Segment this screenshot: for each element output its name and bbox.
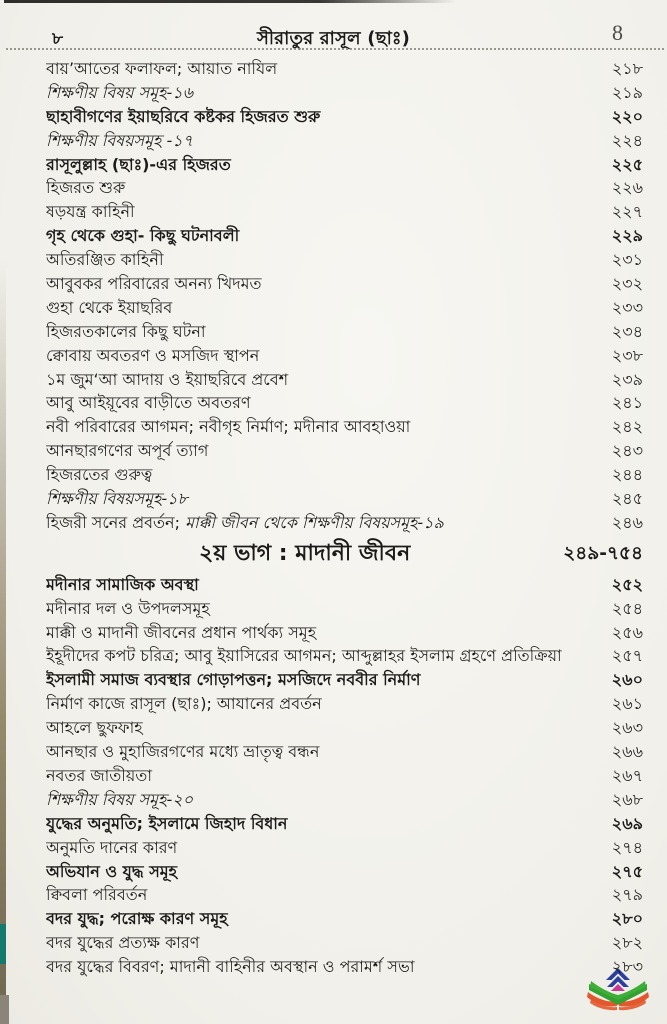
- toc-row: [46, 716, 643, 740]
- toc-row: [46, 153, 643, 177]
- toc-entry-page-number: ২১৮: [611, 59, 643, 78]
- toc-row: [46, 296, 643, 320]
- toc-entry-title: ক্বোবায় অবতরণ ও মসজিদ স্থাপন: [46, 345, 260, 365]
- toc-entry-page-number: ২৪৪: [611, 465, 643, 485]
- toc-entry-title: নবী পরিবারের আগমন; নবীগৃহ নির্মাণ; মদীনার আবহাওয়া: [46, 417, 411, 437]
- scan-edge-left-strip: [0, 260, 6, 1024]
- toc-row: [46, 344, 643, 368]
- toc-row: [46, 907, 643, 931]
- toc-row: [46, 272, 643, 296]
- toc-entry-title: গৃহ থেকে গুহা- কিছু ঘটনাবলী: [46, 226, 240, 246]
- toc-entry-title: শিক্ষণীয় বিষয় সমূহ-১৬: [46, 82, 194, 102]
- toc-entry-title: আবুবকর পরিবারের অনন্য খিদমত: [46, 274, 262, 294]
- toc-entry-page-number: ২৫৬: [611, 622, 643, 642]
- toc-entry-page-number: ২৩৮: [611, 345, 643, 365]
- toc-entry-title: মাক্কী ও মাদানী জীবনের প্রধান পার্থক্য সমূহ: [46, 622, 317, 642]
- toc-entry-title: ১ম জুম‘আ আদায় ও ইয়াছরিবে প্রবেশ: [46, 369, 289, 389]
- toc-entry-page-number: ২২৪: [611, 130, 643, 150]
- toc-entry-page-number: ২২৫: [611, 154, 643, 174]
- toc-entry-page-number: ২৭৪: [611, 837, 643, 857]
- toc-entry-title: হিজরী সনের প্রবর্তন; মাক্কী জীবন থেকে শিক্ষণীয় বিষয়সমূহ-১৯: [46, 512, 444, 532]
- toc-row: [46, 764, 643, 788]
- toc-row: [46, 200, 643, 224]
- toc-entry-title: মদীনার সামাজিক অবস্থা: [46, 574, 199, 594]
- toc-entry-title: আহলে ছুফফাহ: [46, 718, 143, 738]
- toc-row: [46, 931, 643, 955]
- toc-row: [46, 368, 643, 392]
- toc-row: [46, 860, 643, 884]
- header-dotted-rule: [6, 48, 664, 50]
- toc-entry-page-number: ২৫৭: [611, 646, 643, 666]
- toc-entry-title: অভিযান ও যুদ্ধ সমূহ: [46, 861, 178, 881]
- toc-row: [46, 812, 643, 836]
- toc-entry-title: ইহূদীদের কপট চরিত্র; আবু ইয়াসিরের আগমন; আব্দুল্লাহর ইসলাম গ্রহণে প্রতিক্রিয়া: [46, 646, 562, 666]
- toc-entry-title: আনছারগণের অপূর্ব ত্যাগ: [46, 441, 209, 461]
- toc-entry-page-number: ২২৭: [611, 202, 643, 222]
- toc-entry-title: বদর যুদ্ধ; পরোক্ষ কারণ সমূহ: [46, 909, 228, 929]
- toc-entry-title: বায়’আতের ফলাফল; আয়াত নাযিল: [46, 59, 278, 78]
- scan-edge-teal-patch: [0, 924, 6, 964]
- toc-entry-page-number: ২৭৫: [611, 861, 643, 881]
- book-title: সীরাতুর রাসূল (ছাঃ): [256, 28, 411, 49]
- toc-entry-page-number: ২৬০: [611, 670, 643, 690]
- toc-entry-page-number: ২৪৫: [611, 489, 643, 509]
- toc-entry-title: হিজরতের গুরুত্ব: [46, 465, 153, 485]
- page-header: [0, 22, 667, 48]
- toc-entry-page-number: ২৩২: [611, 274, 643, 294]
- toc-row: [46, 573, 643, 597]
- toc-row: [46, 463, 643, 487]
- toc-entry-page-number: ২৬৩: [611, 718, 643, 738]
- toc-entry-title: গুহা থেকে ইয়াছরিব: [46, 297, 173, 317]
- toc-row: [46, 176, 643, 200]
- toc-entry-title-italic-part: মাক্কী জীবন থেকে শিক্ষণীয় বিষয়সমূহ-১৯: [185, 512, 444, 532]
- toc-entry-title: মদীনার দল ও উপদলসমূহ: [46, 598, 210, 618]
- toc-entry-page-number: ২৩৯: [611, 369, 643, 389]
- toc-row: [46, 248, 643, 272]
- toc-entry-title: শিক্ষণীয় বিষয়সমূহ-১৮: [46, 489, 188, 509]
- section-heading-page-range: ২৪৯-৭৫৪: [563, 542, 643, 564]
- toc-entry-title: বদর যুদ্ধের বিবরণ; মাদানী বাহিনীর অবস্থান ও পরামর্শ সভা: [46, 957, 415, 977]
- toc-entry-page-number: ২২৬: [611, 178, 643, 198]
- toc-entry-page-number: ২৮০: [611, 909, 643, 929]
- scan-edge-top-line: [4, 0, 456, 3]
- toc-section-heading: [46, 535, 643, 573]
- toc-entry-page-number: ২৬৯: [611, 813, 643, 833]
- toc-row: [46, 487, 643, 511]
- toc-row: [46, 81, 643, 105]
- toc-row: [46, 320, 643, 344]
- toc-entry-title: যুদ্ধের অনুমতি; ইসলামে জিহাদ বিধান: [46, 813, 288, 833]
- scan-edge-corner-shadow: [0, 995, 9, 1024]
- toc-row: [46, 57, 643, 81]
- toc-row: [46, 836, 643, 860]
- toc-row: [46, 788, 643, 812]
- toc-entry-page-number: ২২৯: [611, 226, 643, 246]
- toc-entry-title: শিক্ষণীয় বিষয়সমূহ -১৭: [46, 130, 194, 150]
- toc-row: [46, 597, 643, 621]
- toc-entry-page-number: ২৩১: [611, 250, 643, 270]
- toc-entry-title: নির্মাণ কাজে রাসূল (ছাঃ); আযানের প্রবর্তন: [46, 694, 322, 714]
- toc-entry-page-number: ২৬৬: [611, 742, 643, 762]
- toc-entry-title: ক্বিবলা পরিবর্তন: [46, 885, 148, 905]
- toc-entry-title: ছাহাবীগণের ইয়াছরিবে কষ্টকর হিজরত শুরু: [46, 106, 321, 126]
- toc-entry-title: অতিরঞ্জিত কাহিনী: [46, 250, 164, 270]
- toc-row: [46, 415, 643, 439]
- toc-row: [46, 621, 643, 645]
- toc-entry-title: আনছার ও মুহাজিরগণের মধ্যে ভ্রাতৃত্ব বন্ধন: [46, 742, 320, 762]
- toc-entry-page-number: ২৪৩: [611, 441, 643, 461]
- toc-row: [46, 644, 643, 668]
- toc-entry-page-number: ২৭৯: [611, 885, 643, 905]
- toc-entry-page-number: ২৮৩: [611, 957, 643, 977]
- toc-entry-title: আবু আইয়ূবের বাড়ীতে অবতরণ: [46, 393, 251, 413]
- toc-row: [46, 511, 643, 535]
- toc-entry-page-number: ২৮২: [611, 933, 643, 953]
- toc-row: [46, 105, 643, 129]
- toc-row: [46, 883, 643, 907]
- toc-row: [46, 129, 643, 153]
- toc-entry-page-number: ২৬১: [611, 694, 643, 714]
- toc-entry-title: শিক্ষণীয় বিষয় সমূহ-২০: [46, 789, 194, 809]
- toc-row: [46, 224, 643, 248]
- toc-entry-title: বদর যুদ্ধের প্রত্যক্ষ কারণ: [46, 933, 200, 953]
- toc-entry-title: ইসলামী সমাজ ব্যবস্থার গোড়াপত্তন; মসজিদে নববীর নির্মাণ: [46, 670, 421, 690]
- toc-entry-page-number: ২৪১: [611, 393, 643, 413]
- toc-row: [46, 692, 643, 716]
- toc-entry-page-number: ২৩৩: [611, 297, 643, 317]
- toc-entry-page-number: ২৫৪: [611, 598, 643, 618]
- header-page-number: ৮: [52, 29, 64, 49]
- toc-row: [46, 439, 643, 463]
- toc-entry-page-number: ২৬৮: [611, 789, 643, 809]
- toc-entry-page-number: ২৩৪: [611, 321, 643, 341]
- toc-entry-title: অনুমতি দানের কারণ: [46, 837, 178, 857]
- toc-row: [46, 391, 643, 415]
- toc-row: [46, 668, 643, 692]
- toc-entry-page-number: ২৬৭: [611, 765, 643, 785]
- toc-entry-title: নবতর জাতীয়তা: [46, 765, 152, 785]
- toc-entry-page-number: ২৪২: [611, 417, 643, 437]
- toc-entry-title: হিজরতকালের কিছু ঘটনা: [46, 321, 206, 341]
- toc-entry-page-number: ২৪৬: [611, 512, 643, 532]
- toc-row: [46, 740, 643, 764]
- toc-entry-title: রাসূলুল্লাহ (ছাঃ)-এর হিজরত: [46, 154, 231, 174]
- toc-entry-page-number: ২২০: [611, 106, 643, 126]
- toc-entry-page-number: ২৫২: [611, 574, 643, 594]
- section-heading-title: ২য় ভাগ : মাদানী জীবন: [199, 540, 411, 566]
- corner-stamp-number: 8: [612, 20, 623, 45]
- toc-row: [46, 955, 643, 979]
- toc-entry-title: ষড়যন্ত্র কাহিনী: [46, 202, 135, 222]
- toc-entry-page-number: ২১৯: [611, 82, 643, 102]
- toc-entry-title: হিজরত শুরু: [46, 178, 126, 198]
- toc-list: [46, 57, 643, 979]
